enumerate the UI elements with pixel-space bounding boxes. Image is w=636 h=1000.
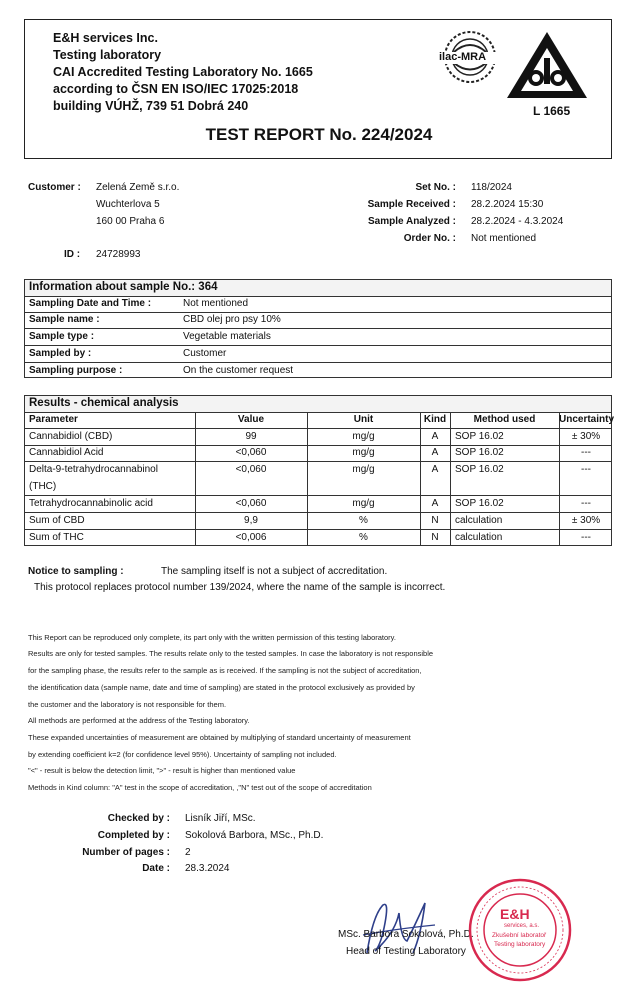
sample-info-row bbox=[25, 363, 611, 379]
table-row bbox=[25, 513, 611, 530]
order-no-label: Order No. : bbox=[403, 233, 456, 244]
stamp-line2: Testing laboratory bbox=[494, 941, 546, 948]
customer-id: 24728993 bbox=[96, 249, 141, 260]
set-no-label: Set No. : bbox=[415, 182, 456, 193]
disclaimer-line: the customer and the laboratory is not responsible for them. bbox=[28, 700, 227, 709]
number-of-pages-value: 2 bbox=[185, 847, 191, 858]
cell-value: 9,9 bbox=[244, 515, 258, 526]
date-label: Date : bbox=[142, 863, 170, 874]
disclaimer-line: These expanded uncertainties of measurement are obtained by multiplying of standard uncertainty of measurement bbox=[28, 733, 411, 742]
cell-unit: mg/g bbox=[352, 431, 375, 442]
cell-kind: A bbox=[431, 464, 439, 475]
results-title: Results - chemical analysis bbox=[29, 397, 179, 409]
col-header-kind: Kind bbox=[423, 414, 447, 425]
stamp-line1: Zkušební laboratoř bbox=[492, 932, 547, 939]
checked-by-label: Checked by : bbox=[107, 813, 170, 824]
report-title: TEST REPORT No. 224/2024 bbox=[205, 125, 433, 144]
lab-company-name: E&H services Inc. bbox=[53, 31, 158, 45]
cell-unit: % bbox=[359, 532, 368, 543]
header-box bbox=[24, 19, 612, 159]
cell-parameter: Cannabidiol (CBD) bbox=[29, 431, 113, 442]
sample-info-box bbox=[24, 279, 612, 378]
cell-uncertainty: --- bbox=[581, 532, 591, 543]
cell-uncertainty: ± 30% bbox=[571, 515, 601, 526]
results-title-bar bbox=[25, 396, 611, 413]
sample-info-row bbox=[25, 346, 611, 363]
results-body bbox=[25, 429, 611, 545]
col-header-value: Value bbox=[237, 414, 265, 425]
cell-value: <0,060 bbox=[235, 464, 267, 475]
cell-unit: % bbox=[359, 515, 368, 526]
sample-info-row bbox=[25, 312, 611, 329]
disclaimer-line: "<" - result is below the detection limit, ">" - result is higher than mentioned value bbox=[28, 766, 296, 775]
cai-number: L 1665 bbox=[533, 104, 571, 118]
col-header-parameter: Parameter bbox=[29, 414, 78, 425]
date-value: 28.3.2024 bbox=[185, 863, 230, 874]
cell-parameter: Sum of CBD bbox=[29, 515, 85, 526]
sampled-by-value: Customer bbox=[183, 348, 227, 359]
stamp-brand: E&H bbox=[500, 906, 530, 922]
disclaimer-line: by extending coefficient k=2 (for confidence level 95%). Uncertainty of sampling not included. bbox=[28, 750, 337, 759]
cell-unit: mg/g bbox=[352, 464, 375, 475]
cell-uncertainty: --- bbox=[581, 464, 591, 475]
notice-label: Notice to sampling : bbox=[28, 566, 124, 577]
table-row bbox=[25, 462, 611, 496]
sample-info-rows bbox=[25, 296, 611, 377]
customer-city: 160 00 Praha 6 bbox=[96, 216, 165, 227]
disclaimer-line: All methods are performed at the address of the Testing laboratory. bbox=[28, 716, 250, 725]
cell-method: calculation bbox=[455, 532, 503, 543]
cell-uncertainty: --- bbox=[581, 498, 591, 509]
replacement-note: This protocol replaces protocol number 139/2024, where the name of the sample is incorrect. bbox=[34, 582, 446, 593]
cell-method: SOP 16.02 bbox=[455, 498, 504, 509]
set-no-value: 118/2024 bbox=[471, 182, 512, 193]
signer-name: MSc. Barbora Sokolová, Ph.D. bbox=[338, 929, 474, 940]
cell-parameter-line2: (THC) bbox=[29, 481, 57, 492]
sampling-date-value: Not mentioned bbox=[183, 298, 249, 309]
disclaimer-line: Results are only for tested samples. The results relate only to the tested samples. In case the laboratory is not responsible bbox=[28, 649, 434, 658]
cai-logo bbox=[503, 30, 591, 120]
cell-value: <0,060 bbox=[235, 498, 267, 509]
disclaimer-line: This Report can be reproduced only complete, its part only with the written permission of this testing laboratory. bbox=[28, 633, 396, 642]
lab-standard: according to ČSN EN ISO/IEC 17025:2018 bbox=[53, 82, 299, 96]
cell-parameter: Delta-9-tetrahydrocannabinol bbox=[29, 464, 158, 475]
cell-kind: A bbox=[431, 498, 439, 509]
sample-received-label: Sample Received : bbox=[367, 199, 456, 210]
cell-kind: N bbox=[431, 515, 439, 526]
cell-uncertainty: --- bbox=[581, 447, 591, 458]
cell-parameter: Sum of THC bbox=[29, 532, 84, 543]
disclaimer-line: for the sampling phase, the results refer to the sample as is received. If the sampling is not the subject of accreditation, bbox=[28, 666, 422, 675]
number-of-pages-label: Number of pages : bbox=[82, 847, 170, 858]
sampled-by-label: Sampled by : bbox=[29, 348, 92, 359]
sample-info-row bbox=[25, 296, 611, 313]
col-header-method: Method used bbox=[473, 414, 536, 425]
customer-id-label: ID : bbox=[64, 249, 81, 260]
table-row bbox=[25, 445, 611, 462]
lab-address: building VÚHŽ, 739 51 Dobrá 240 bbox=[53, 99, 249, 113]
sample-received-value: 28.2.2024 15:30 bbox=[471, 199, 544, 210]
laboratory-stamp bbox=[466, 876, 574, 984]
disclaimer-line: Methods in Kind column: "A" test in the scope of accreditation, ,"N" test out of the scope of accreditation bbox=[28, 783, 372, 792]
sample-name-value: CBD olej pro psy 10% bbox=[183, 314, 281, 325]
notice-text: The sampling itself is not a subject of accreditation. bbox=[161, 566, 388, 577]
sample-info-title: Information about sample No.: 364 bbox=[29, 281, 218, 293]
cell-value: <0,006 bbox=[235, 532, 267, 543]
ilac-mra-logo bbox=[435, 30, 505, 88]
cell-method: SOP 16.02 bbox=[455, 447, 504, 458]
col-header-unit: Unit bbox=[353, 414, 374, 425]
results-header-row bbox=[25, 412, 615, 429]
cell-parameter: Tetrahydrocannabinolic acid bbox=[29, 498, 153, 509]
table-row bbox=[25, 496, 611, 513]
cell-unit: mg/g bbox=[352, 447, 375, 458]
lab-type: Testing laboratory bbox=[53, 48, 162, 62]
cell-uncertainty: ± 30% bbox=[571, 431, 601, 442]
results-table bbox=[24, 395, 615, 546]
cell-kind: A bbox=[431, 431, 439, 442]
col-header-uncertainty: Uncertainty bbox=[559, 414, 615, 425]
sample-analyzed-value: 28.2.2024 - 4.3.2024 bbox=[471, 216, 564, 227]
sample-type-label: Sample type : bbox=[29, 331, 95, 342]
customer-name: Zelená Země s.r.o. bbox=[96, 182, 180, 193]
sample-analyzed-label: Sample Analyzed : bbox=[368, 216, 456, 227]
sample-type-value: Vegetable materials bbox=[183, 331, 271, 342]
order-no-value: Not mentioned bbox=[471, 233, 537, 244]
cell-parameter: Cannabidiol Acid bbox=[29, 447, 104, 458]
completed-by-label: Completed by : bbox=[97, 830, 170, 841]
customer-label: Customer : bbox=[28, 182, 81, 193]
stamp-sub: services, a.s. bbox=[504, 923, 540, 929]
table-row bbox=[25, 429, 611, 446]
checked-by-value: Lisník Jiří, MSc. bbox=[185, 813, 256, 824]
sample-name-label: Sample name : bbox=[29, 314, 100, 325]
table-row bbox=[25, 530, 611, 546]
sampling-purpose-value: On the customer request bbox=[183, 365, 294, 376]
customer-street: Wuchterlova 5 bbox=[96, 199, 160, 210]
disclaimer-line: the identification data (sample name, date and time of sampling) are stated in the protocol exclusively as provided by bbox=[28, 683, 415, 692]
cell-kind: A bbox=[431, 447, 439, 458]
sample-info-row bbox=[25, 329, 611, 346]
sampling-date-label: Sampling Date and Time : bbox=[29, 298, 152, 309]
cell-value: <0,060 bbox=[235, 447, 267, 458]
sampling-purpose-label: Sampling purpose : bbox=[29, 365, 123, 376]
sample-info-title-bar bbox=[25, 280, 611, 297]
signer-role: Head of Testing Laboratory bbox=[346, 946, 466, 957]
cell-method: calculation bbox=[455, 515, 503, 526]
ilac-mra-text: ilac-MRA bbox=[439, 51, 487, 63]
cell-value: 99 bbox=[245, 431, 257, 442]
cell-unit: mg/g bbox=[352, 498, 375, 509]
cell-method: SOP 16.02 bbox=[455, 431, 504, 442]
lab-accreditation: CAI Accredited Testing Laboratory No. 1665 bbox=[53, 65, 313, 79]
cell-kind: N bbox=[431, 532, 439, 543]
completed-by-value: Sokolová Barbora, MSc., Ph.D. bbox=[185, 830, 324, 841]
cell-method: SOP 16.02 bbox=[455, 464, 504, 475]
